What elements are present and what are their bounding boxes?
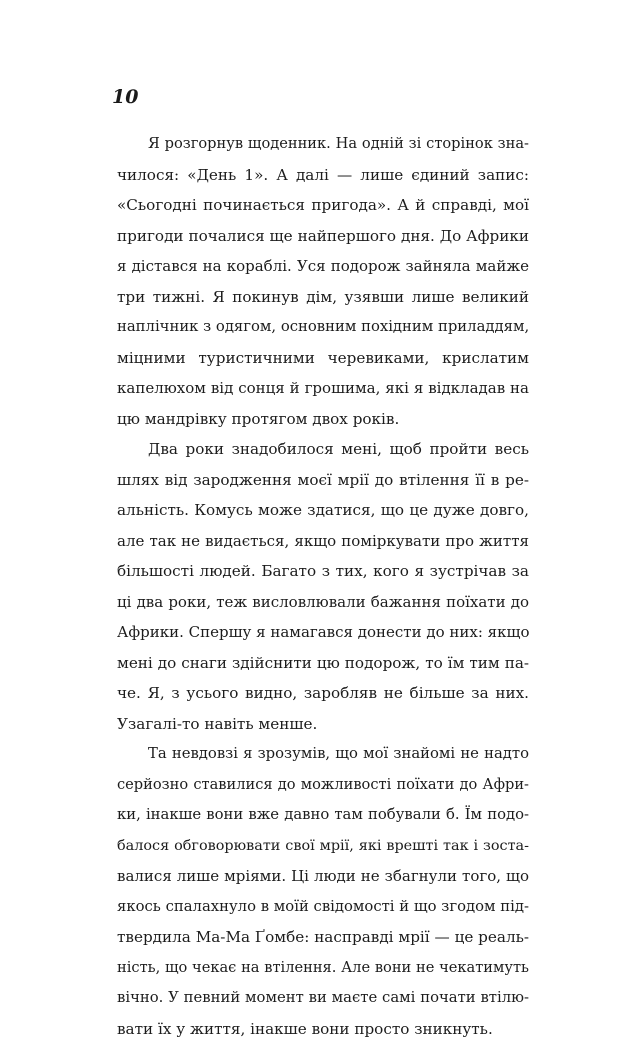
text-line: серйозно ставилися до можливості поїхати до Афри- [117,770,529,801]
text-line: міцними туристичними черевиками, крислатим [117,343,529,374]
text-line: шлях від зародження моєї мрії до втілення її в ре- [117,465,529,496]
text-line: ність, що чекає на втілення. Але вони не чекатимуть [117,953,529,984]
text-line: капелюхом від сонця й грошима, які я відкладав на [117,373,529,404]
text-line: якось спалахнуло в моїй свідомості й що згодом під- [117,892,529,923]
text-line: Та невдовзі я зрозумів, що мої знайомі не надто [117,739,529,770]
text-line: альність. Комусь може здатися, що це дуже довго, [117,495,529,526]
text-line: Я розгорнув щоденник. На одній зі сторінок зна- [117,129,529,160]
text-line: балося обговорювати свої мрії, які врешті так і зоста- [117,831,529,862]
text-line: Африки. Спершу я намагався донести до них: якщо [117,617,529,648]
text-line: Два роки знадобилося мені, щоб пройти весь [117,434,529,465]
text-line: мені до снаги здійснити цю подорож, то їм тим па- [117,648,529,679]
text-line: ці два роки, теж висловлювали бажання поїхати до [117,587,529,618]
text-line: че. Я, з усього видно, заробляв не більше за них. [117,678,529,709]
text-line: пригоди почалися ще найпершого дня. До Африки [117,221,529,252]
text-line: валися лише мріями. Ці люди не збагнули того, що [117,861,529,892]
text-line: твердила Ма-Ма Ґомбе: насправді мрії — це реаль- [117,922,529,953]
text-line: вати їх у життя, інакше вони просто зникнуть. [117,1014,529,1044]
text-line: три тижні. Я покинув дім, узявши лише великий [117,282,529,313]
text-line: вічно. У певний момент ви маєте самі почати втілю- [117,983,529,1014]
page-number: 10 [112,86,138,108]
text-line: ки, інакше вони вже давно там побували б. Їм подо- [117,800,529,831]
text-line: я дістався на кораблі. Уся подорож зайняла майже [117,251,529,282]
text-line: «Сьогодні починається пригода». А й справді, мої [117,190,529,221]
text-line: але так не видається, якщо поміркувати про життя [117,526,529,557]
text-line: більшості людей. Багато з тих, кого я зустрічав за [117,556,529,587]
text-line: цю мандрівку протягом двох років. [117,404,529,435]
text-line: чилося: «День 1». А далі — лише єдиний запис: [117,160,529,191]
body-text [117,129,529,1044]
text-line: наплічник з одягом, основним похідним приладдям, [117,312,529,343]
text-line: Узагалі-то навіть менше. [117,709,529,740]
